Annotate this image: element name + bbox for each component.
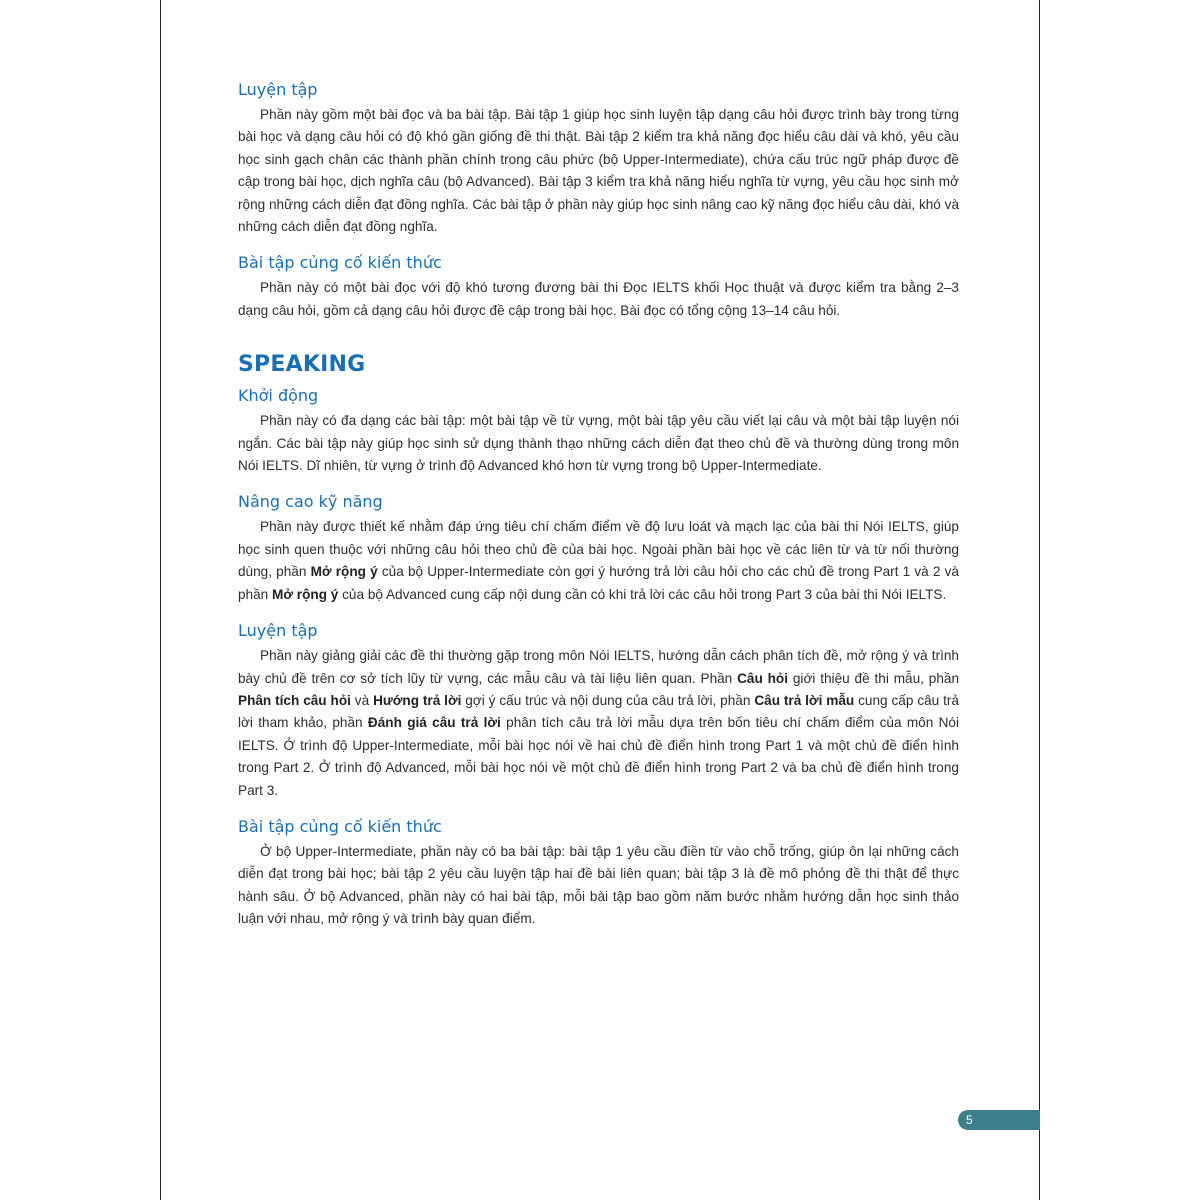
reading-review-heading: Bài tập củng cố kiến thức	[238, 253, 442, 273]
speaking-section-title: SPEAKING	[238, 352, 366, 378]
speaking-warmup-heading: Khởi động	[238, 386, 319, 406]
bold-term: Mở rộng ý	[310, 564, 378, 580]
bold-term: Phân tích câu hỏi	[238, 692, 351, 708]
reading-review-paragraph: Phần này có một bài đọc với độ khó tương đương bài thi Đọc IELTS khối Học thuật và được kiểm tra bằng 2–3 dạng câu hỏi, gồm cả dạng câu hỏi được đề cập trong bài học. Bài đọc có tổng cộng 13–14 câu hỏi.	[238, 280, 959, 318]
page-number: 5	[966, 1113, 973, 1127]
document-page	[160, 0, 1040, 1200]
speaking-practice-paragraph: Phần này giảng giải các đề thi thường gặp trong môn Nói IELTS, hướng dẫn cách phân tích đề, mở rộng ý và trình bày chủ đề trên cơ sở tích lũy từ vựng, các mẫu câu và tài liệu liên quan. Phần Câu hỏi giới thiệu đề thi mẫu, phần Phân tích câu hỏi và Hướng trả lời gợi ý cấu trúc và nội dung của câu trả lời, phần Câu trả lời mẫu cung cấp câu trả lời tham khảo, phần Đánh giá câu trả lời phân tích câu trả lời mẫu dựa trên bốn tiêu chí chấm điểm của môn Nói IELTS. Ở trình độ Upper-Intermediate, mỗi bài học nói về hai chủ đề điển hình trong Part 1 và một chủ đề điển hình trong Part 2. Ở trình độ Advanced, mỗi bài học nói về một chủ đề điển hình trong Part 2 và ba chủ đề điển hình trong Part 3.	[238, 648, 960, 798]
bold-term: Hướng trả lời	[373, 692, 462, 708]
bold-term: Đánh giá câu trả lời	[367, 715, 501, 731]
speaking-review-heading: Bài tập củng cố kiến thức	[238, 816, 442, 836]
bold-term: Câu trả lời mẫu	[754, 692, 855, 708]
speaking-practice-heading: Luyện tập	[238, 621, 318, 641]
page-content	[238, 78, 959, 931]
speaking-warmup-paragraph: Phần này có đa dạng các bài tập: một bài tập về từ vựng, một bài tập yêu cầu viết lại câu và một bài tập luyện nói ngắn. Các bài tập này giúp học sinh sử dụng thành thạo những cách diễn đạt theo chủ đề và thường dùng trong môn Nói IELTS. Dĩ nhiên, từ vựng ở trình độ Advanced khó hơn từ vựng trong bộ Upper-Intermediate.	[238, 413, 959, 474]
reading-practice-paragraph: Phần này gồm một bài đọc và ba bài tập. Bài tập 1 giúp học sinh luyện tập dạng câu hỏi được trình bày trong từng bài học và dạng câu hỏi có độ khó gần giống đề thi thật. Bài tập 2 kiểm tra khả năng đọc hiểu câu dài và khó, yêu cầu học sinh gạch chân các thành phần chính trong câu phức (bộ Upper-Intermediate), chứa cấu trúc ngữ pháp được đề cập trong bài học, dịch nghĩa câu (bộ Advanced). Bài tập 3 kiểm tra khả năng hiểu nghĩa từ vựng, yêu cầu học sinh mở rộng những cách diễn đạt đồng nghĩa. Các bài tập ở phần này giúp học sinh nâng cao kỹ năng đọc hiểu câu dài, khó và những cách diễn đạt đồng nghĩa.	[238, 107, 959, 235]
speaking-skills-paragraph: Phần này được thiết kế nhằm đáp ứng tiêu chí chấm điểm về độ lưu loát và mạch lạc của bài thi Nói IELTS, giúp học sinh quen thuộc với những câu hỏi theo chủ đề của bài học. Ngoài phần bài học về các liên từ và từ nối thường dùng, phần Mở rộng ý của bộ Upper-Intermediate còn gợi ý hướng trả lời câu hỏi cho các chủ đề trong Part 1 và 2 và phần Mở rộng ý của bộ Advanced cung cấp nội dung cần có khi trả lời các câu hỏi trong Part 3 của bài thi Nói IELTS.	[238, 519, 959, 602]
bold-term: Câu hỏi	[737, 670, 789, 686]
page-number-tab	[958, 1110, 1040, 1130]
bold-term: Mở rộng ý	[272, 586, 339, 602]
reading-practice-heading: Luyện tập	[238, 80, 318, 99]
speaking-review-paragraph: Ở bộ Upper-Intermediate, phần này có ba bài tập: bài tập 1 yêu cầu điền từ vào chỗ trống, giúp ôn lại những cách diễn đạt trong bài học; bài tập 2 yêu cầu luyện tập hai đề bài liên quan; bài tập 3 là đề mô phỏng đề thi thật để thực hành sâu. Ở bộ Advanced, phần này có hai bài tập, mỗi bài tập bao gồm năm bước nhằm hướng dẫn học sinh thảo luận với nhau, mở rộng ý và trình bày quan điểm.	[238, 843, 959, 927]
speaking-skills-heading: Nâng cao kỹ năng	[238, 492, 383, 512]
